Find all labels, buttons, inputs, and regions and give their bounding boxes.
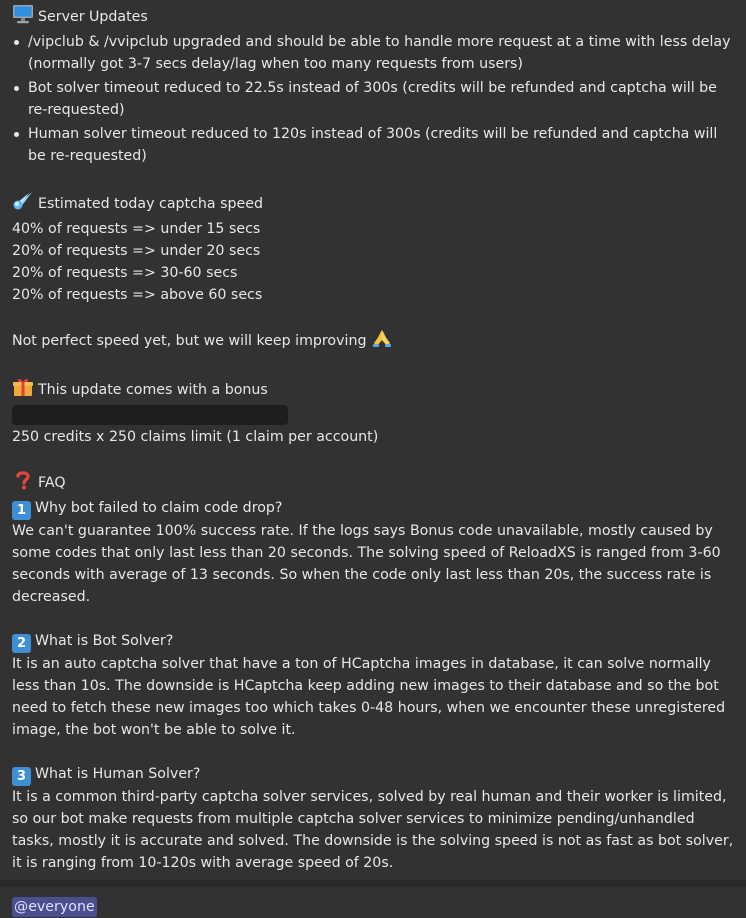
keycap-3-icon: 3 — [12, 767, 31, 786]
faq-answer-2: It is an auto captcha solver that have a ton of HCaptcha images in database, it can solve normally less than 10s. The downside is HCaptcha keep adding new images to their database and so the bot need to fetch these new images too which takes 0-48 hours, when we encounter these unregistered image, the bot won't be able to solve it. — [12, 656, 726, 738]
keycap-1-icon: 1 — [12, 501, 31, 520]
message-body — [12, 4, 736, 918]
question-mark-icon — [12, 470, 34, 497]
list-item: Bot solver timeout reduced to 22.5s instead of 300s (credits will be refunded and captcha will be re-requested) — [12, 77, 736, 121]
faq-question-2: 2 What is Bot Solver? — [12, 630, 736, 653]
desktop-computer-icon — [12, 4, 34, 31]
faq-answer-3: It is a common third-party captcha solver services, solved by real human and their worker is limited, so our bot make requests from multiple captcha solver services to minimize pending/unhandled tasks, mostly it is accurate and solved. The downside is the solving speed is not as fast as bot solver, it is ranging from 10-120s with average speed of 20s. — [12, 789, 734, 871]
bonus-heading: This update comes with a bonus — [12, 377, 736, 404]
faq-question-3: 3 What is Human Solver? — [12, 763, 736, 786]
speed-line: 20% of requests => under 20 secs — [12, 243, 261, 259]
speed-line: 20% of requests => 30-60 secs — [12, 265, 238, 281]
comet-icon — [12, 191, 34, 218]
gift-icon — [12, 377, 34, 404]
server-updates-list — [12, 31, 736, 167]
faq-heading: FAQ — [12, 470, 736, 497]
server-updates-heading: Server Updates — [12, 4, 736, 31]
mention-line — [12, 896, 736, 918]
everyone-mention[interactable]: @everyone — [14, 899, 95, 915]
list-item: /vipclub & /vvipclub upgraded and should be able to handle more request at a time with less delay (normally got 3-7 secs delay/lag when too many requests from users) — [12, 31, 736, 75]
speed-closing: Not perfect speed yet, but we will keep improving — [12, 328, 736, 355]
spoiler-block[interactable] — [12, 405, 288, 425]
bottom-bar — [0, 880, 746, 887]
folded-hands-icon — [371, 328, 393, 355]
faq-answer-1: We can't guarantee 100% success rate. If the logs says Bonus code unavailable, mostly caused by some codes that only last less than 20 seconds. The solving speed of ReloadXS is ranged from 3-60 seconds with average of 13 seconds. So when the code only last less than 20s, the success rate is decreased. — [12, 523, 721, 605]
faq-question-1: 1 Why bot failed to claim code drop? — [12, 497, 736, 520]
speed-heading: Estimated today captcha speed — [12, 191, 736, 218]
speed-line: 40% of requests => under 15 secs — [12, 221, 261, 237]
bonus-detail: 250 credits x 250 claims limit (1 claim per account) — [12, 429, 379, 445]
list-item: Human solver timeout reduced to 120s instead of 300s (credits will be refunded and captcha will be re-requested) — [12, 123, 736, 167]
speed-line: 20% of requests => above 60 secs — [12, 287, 263, 303]
keycap-2-icon: 2 — [12, 634, 31, 653]
